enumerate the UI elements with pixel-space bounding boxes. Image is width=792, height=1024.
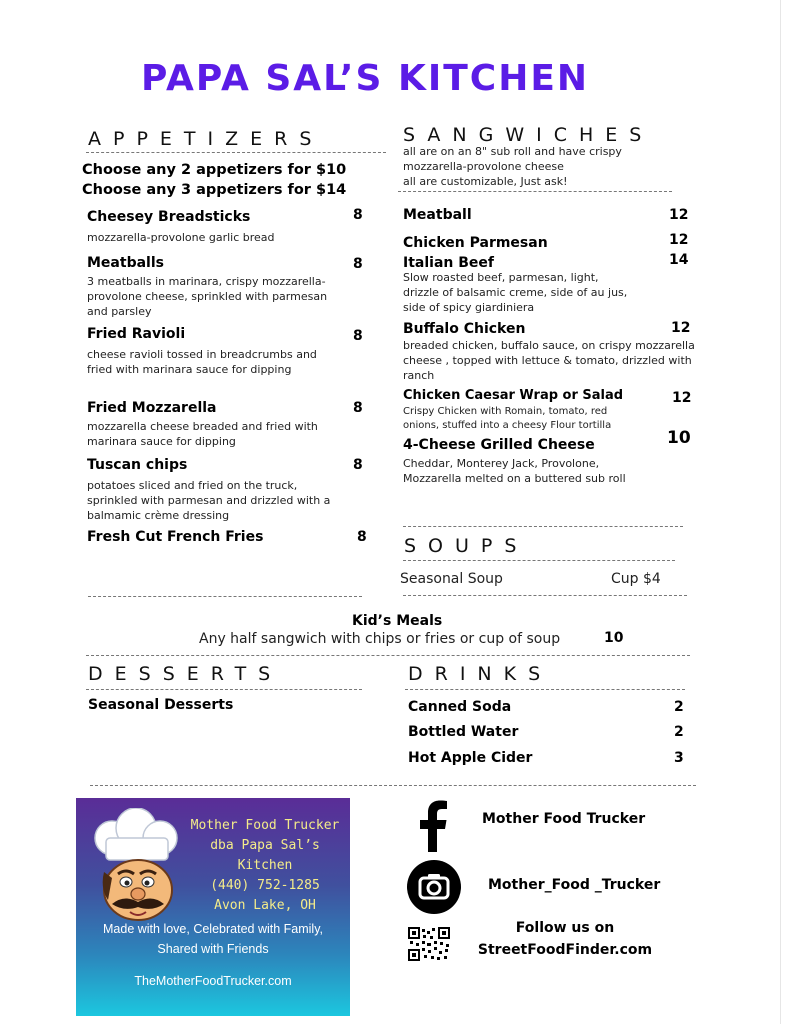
menu-item-price: 12 — [672, 390, 692, 406]
menu-item-price: 8 — [353, 457, 363, 473]
divider — [405, 689, 685, 690]
appetizer-promo-2: Choose any 3 appetizers for $14 — [82, 182, 347, 198]
menu-item-price: 8 — [357, 529, 367, 545]
kids-heading: Kid’s Meals — [352, 613, 443, 629]
drinks-heading: DRINKS — [408, 663, 553, 685]
drink-name: Canned Soda — [408, 699, 512, 715]
menu-item-desc: Cheddar, Monterey Jack, Provolone, Mozzarella melted on a buttered sub roll — [403, 457, 626, 485]
card-tagline: Made with love, Celebrated with Family, — [103, 922, 323, 936]
follow-site: StreetFoodFinder.com — [477, 942, 653, 958]
divider — [86, 152, 386, 153]
camera-icon — [407, 860, 461, 914]
page-edge — [780, 0, 781, 1024]
divider — [90, 785, 696, 786]
facebook-icon — [418, 800, 448, 852]
divider — [398, 191, 672, 192]
menu-item-desc: breaded chicken, buffalo sauce, on crispy mozzarella cheese , topped with lettuce & tomato, drizzled with ranch — [403, 339, 695, 382]
menu-item-desc: Slow roasted beef, parmesan, light, drizzle of balsamic creme, side of au jus, side of spicy giardiniera — [403, 271, 628, 314]
menu-item-price: 8 — [353, 400, 363, 416]
chef-icon — [82, 808, 190, 926]
soup-price: Cup $4 — [611, 571, 661, 587]
menu-item-name: Tuscan chips — [87, 457, 188, 473]
menu-item-desc: 3 meatballs in marinara, crispy mozzarella-provolone cheese, sprinkled with parmesan and parsley — [87, 275, 328, 318]
menu-item-price: 8 — [353, 256, 363, 272]
drink-name: Bottled Water — [408, 724, 519, 740]
card-line: dba Papa Sal’s — [210, 838, 320, 853]
drink-price: 3 — [674, 750, 684, 766]
dessert-item: Seasonal Desserts — [88, 697, 234, 713]
menu-item-price: 12 — [669, 207, 689, 223]
menu-item-price: 12 — [671, 320, 691, 336]
menu-item-name: Buffalo Chicken — [403, 321, 526, 337]
menu-item-name: Italian Beef — [403, 255, 494, 271]
menu-item-price: 12 — [669, 232, 689, 248]
sandwiches-heading: SANGWICHES — [403, 124, 654, 146]
menu-item-name: Meatball — [403, 207, 472, 223]
menu-item-price: 8 — [353, 207, 363, 223]
menu-item-desc: cheese ravioli tossed in breadcrumbs and fried with marinara sauce for dipping — [87, 348, 317, 376]
card-line: Mother Food Trucker — [190, 818, 340, 833]
facebook-handle: Mother Food Trucker — [482, 811, 646, 827]
menu-item-price: 10 — [667, 428, 691, 448]
sandwiches-note-3: all are customizable, Just ask! — [403, 175, 568, 188]
menu-item-name: Fresh Cut French Fries — [87, 529, 264, 545]
follow-text: Follow us on — [515, 920, 615, 936]
kids-price: 10 — [604, 630, 624, 646]
business-card — [76, 798, 350, 1016]
page-title: PAPA SAL’S KITCHEN — [140, 58, 590, 99]
appetizer-promo-1: Choose any 2 appetizers for $10 — [82, 162, 347, 178]
sandwiches-note-2: mozzarella-provolone cheese — [403, 160, 564, 173]
soups-heading: SOUPS — [404, 535, 529, 557]
card-tagline: Shared with Friends — [157, 942, 269, 956]
menu-item-name: Meatballs — [87, 255, 164, 271]
menu-item-name: Chicken Caesar Wrap or Salad — [403, 388, 624, 403]
divider — [86, 689, 362, 690]
appetizers-heading: APPETIZERS — [88, 128, 324, 150]
drink-name: Hot Apple Cider — [408, 750, 533, 766]
menu-item-name: Chicken Parmesan — [403, 235, 548, 251]
menu-item-desc: mozzarella cheese breaded and fried with marinara sauce for dipping — [87, 420, 318, 448]
drink-price: 2 — [674, 724, 684, 740]
desserts-heading: DESSERTS — [88, 663, 283, 685]
divider — [86, 655, 690, 656]
menu-item-desc: potatoes sliced and fried on the truck, sprinkled with parmesan and drizzled with a balmamic crème dressing — [87, 479, 331, 522]
menu-item-name: Cheesey Breadsticks — [87, 209, 251, 225]
menu-item-name: Fried Ravioli — [87, 326, 186, 342]
instagram-handle: Mother_Food _Trucker — [488, 877, 661, 893]
menu-item-desc: mozzarella-provolone garlic bread — [87, 231, 275, 244]
sandwiches-note-1: all are on an 8" sub roll and have crispy — [403, 145, 622, 158]
menu-item-name: 4-Cheese Grilled Cheese — [403, 437, 595, 453]
menu-item-price: 8 — [353, 328, 363, 344]
soup-item: Seasonal Soup — [400, 571, 503, 587]
divider — [403, 526, 683, 527]
kids-desc: Any half sangwich with chips or fries or cup of soup — [199, 631, 561, 647]
menu-item-desc: Crispy Chicken with Romain, tomato, red onions, stuffed into a cheesy Flour tortilla — [403, 406, 612, 431]
divider — [403, 595, 687, 596]
qr-code-icon — [408, 927, 450, 961]
card-website: TheMotherFoodTrucker.com — [134, 974, 292, 988]
menu-item-price: 14 — [669, 252, 689, 268]
drink-price: 2 — [674, 699, 684, 715]
card-location: Avon Lake, OH — [214, 898, 316, 913]
menu-item-name: Fried Mozzarella — [87, 400, 217, 416]
card-line: Kitchen — [237, 858, 293, 873]
card-phone: (440) 752-1285 — [210, 878, 320, 893]
divider — [403, 560, 675, 561]
divider — [88, 596, 362, 597]
